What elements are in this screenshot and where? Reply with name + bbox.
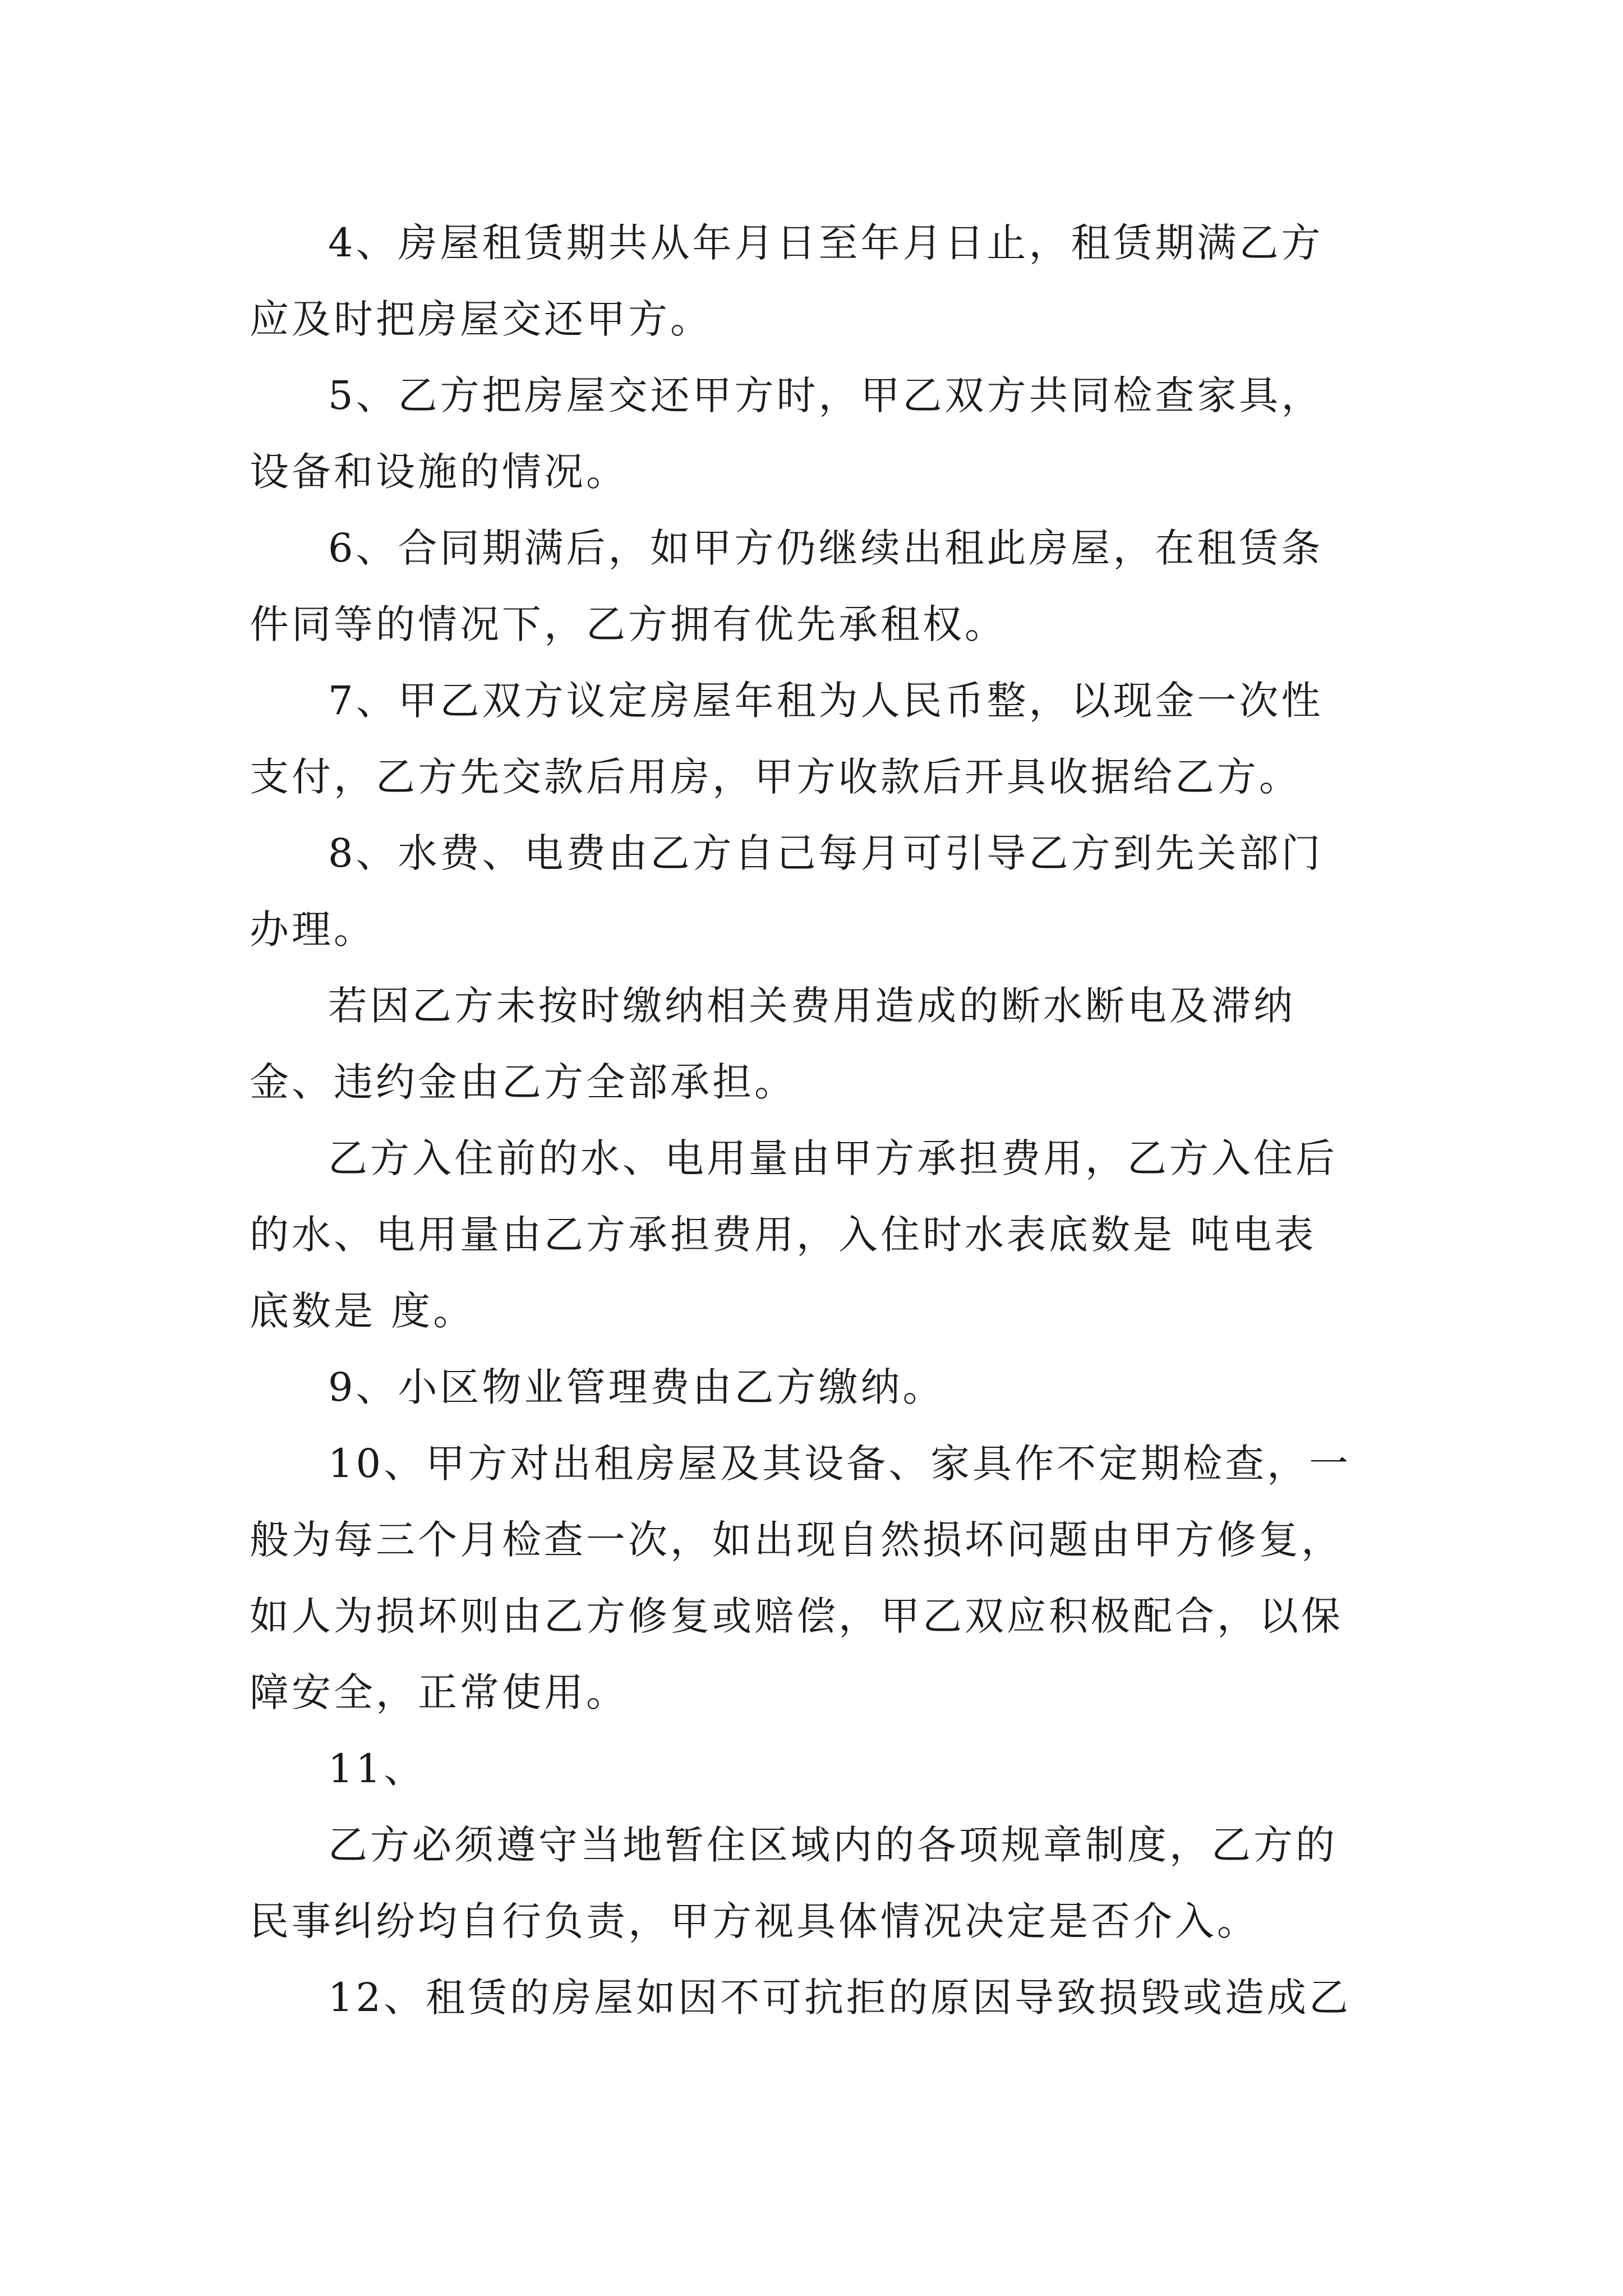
text-line: 底数是 度。	[250, 1288, 476, 1334]
clause-8-utility-readings	[250, 1120, 1382, 1349]
clause-6	[250, 510, 1382, 662]
text-line: 支付，乙方先交款后用房，甲方收款后开具收据给乙方。	[250, 754, 1301, 800]
text-line: 件同等的情况下，乙方拥有优先承租权。	[250, 601, 1007, 647]
text-line: 12、租赁的房屋如因不可抗拒的原因导致损毁或造成乙	[328, 1975, 1352, 2021]
clause-11-number	[250, 1731, 1382, 1807]
text-line: 障安全，正常使用。	[250, 1669, 628, 1715]
clause-8-late-fees	[250, 968, 1382, 1120]
text-line: 8、水费、电费由乙方自己每月可引导乙方到先关部门	[328, 830, 1324, 876]
text-line: 4、房屋租赁期共从年月日至年月日止，租赁期满乙方	[328, 220, 1324, 266]
clause-9	[250, 1349, 1382, 1425]
clause-8	[250, 815, 1382, 968]
text-line: 乙方入住前的水、电用量由甲方承担费用，乙方入住后	[328, 1135, 1338, 1181]
text-line: 9、小区物业管理费由乙方缴纳。	[328, 1364, 945, 1410]
contract-body	[250, 205, 1382, 2036]
clause-11	[250, 1807, 1382, 1959]
text-line: 金、违约金由乙方全部承担。	[250, 1059, 796, 1105]
text-line: 若因乙方未按时缴纳相关费用造成的断水断电及滞纳	[328, 983, 1295, 1029]
text-line: 般为每三个月检查一次，如出现自然损坏问题由甲方修复，	[250, 1517, 1343, 1563]
text-line: 10、甲方对出租房屋及其设备、家具作不定期检查，一	[328, 1441, 1352, 1487]
text-line: 11、	[328, 1746, 426, 1792]
text-line: 办理。	[250, 907, 376, 953]
text-line: 5、乙方把房屋交还甲方时，甲乙双方共同检查家具，	[328, 372, 1324, 418]
text-line: 的水、电用量由乙方承担费用，入住时水表底数是 吨电表	[250, 1212, 1317, 1258]
clause-4	[250, 205, 1382, 357]
text-line: 设备和设施的情况。	[250, 449, 628, 495]
clause-12	[250, 1959, 1382, 2036]
text-line: 7、甲乙双方议定房屋年租为人民币整，以现金一次性	[328, 678, 1324, 724]
text-line: 如人为损坏则由乙方修复或赔偿，甲乙双应积极配合，以保	[250, 1593, 1343, 1639]
clause-5	[250, 357, 1382, 510]
text-line: 乙方必须遵守当地暂住区域内的各项规章制度，乙方的	[328, 1822, 1338, 1868]
text-line: 应及时把房屋交还甲方。	[250, 296, 712, 342]
text-line: 6、合同期满后，如甲方仍继续出租此房屋，在租赁条	[328, 525, 1324, 571]
clause-10	[250, 1425, 1382, 1731]
text-line: 民事纠纷均自行负责，甲方视具体情况决定是否介入。	[250, 1898, 1259, 1944]
clause-7	[250, 662, 1382, 815]
